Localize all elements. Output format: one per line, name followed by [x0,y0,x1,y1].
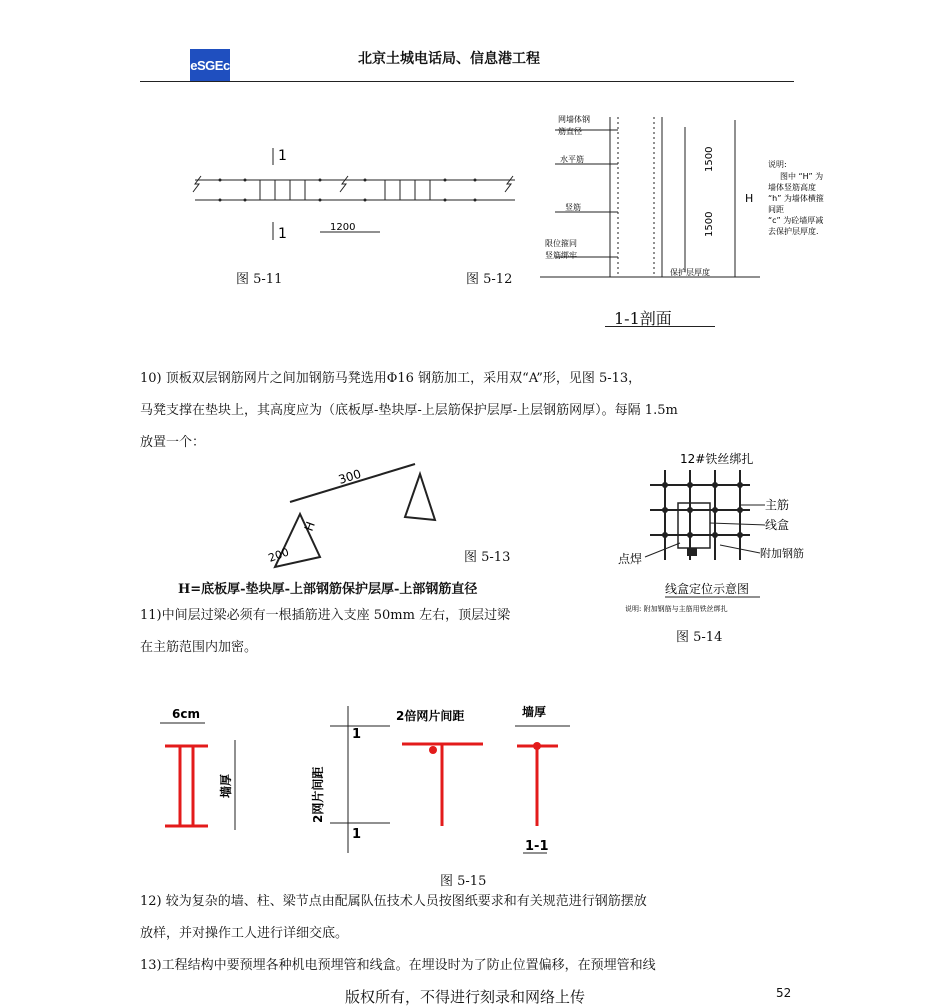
fig512-note_lines-0: 图中 “H” 为 [780,172,824,181]
para10-line2: 马凳支撑在垫块上，其高度应为（底板厚-垫块厚-上层筋保护层厚-上层钢筋网厚）。每隔 1.5m [140,403,678,418]
label-bind-vertical: 竖筋绑牢 [545,251,577,260]
dim-H: H [745,192,754,205]
label-horizontal-rebar: 水平筋 [560,155,584,164]
figure-5-15 [150,698,590,863]
section-1-1-label: 1-1剖面 [614,309,672,328]
figure-5-13 [250,462,450,572]
figure-5-11 [190,140,530,245]
fig512-note_lines-2: “h” 为墙体横箍 [768,194,824,203]
dim-1500-top: 1500 [704,146,715,172]
section-mark-top: 1 [278,148,287,164]
dim-200: 200 [266,545,291,565]
label-spot-weld: 点焊 [618,552,643,566]
caption-5-11: 图 5-11 [236,272,283,287]
para11-line2: 在主筋范围内加密。 [140,640,258,655]
note-title: 说明: [768,160,787,169]
header-rule [140,81,794,82]
header-title: 北京土城电话局、信息港工程 [358,51,540,67]
label-wall-rebar: 网墙体钢 [558,115,590,124]
fig514-title: 线盒定位示意图 [665,582,750,596]
section-1-1-small: 1-1 [525,839,549,854]
label-double-spacing: 2倍网片间距 [396,709,465,723]
label-rebar-diameter: 筋直径 [558,127,582,136]
fig512-note_lines-3: 间距 [768,205,784,214]
section-mark-bottom: 1 [278,226,287,242]
caption-5-12: 图 5-12 [466,272,513,287]
mark-1-bottom: 1 [352,827,362,842]
page-number: 52 [776,986,792,1000]
figure-5-14 [610,445,830,625]
label-cover-thickness: 保护层厚度 [670,268,710,277]
para11-line1: 11)中间层过梁必须有一根插筋进入支座 50mm 左右，顶层过梁 [140,608,511,623]
label-wall-thickness-2: 墙厚 [522,705,547,719]
caption-5-13: 图 5-13 [464,550,511,565]
dim-1500-bottom: 1500 [704,211,715,237]
label-wire: 12#铁丝绑扎 [680,452,754,466]
para10-line1: 10) 顶板双层钢筋网片之间加钢筋马凳选用Φ16 钢筋加工，采用双“A”形，见图 5-13， [140,371,642,386]
dim-6cm: 6cm [172,707,200,721]
mark-1-top: 1 [352,727,362,742]
fig514-note: 说明: 附加钢筋与主筋用铁丝绑扎 [625,605,728,613]
fig512-note_lines-1: 墙体竖筋高度 [768,183,816,192]
company-logo: eSGEc [190,49,230,81]
caption-5-14: 图 5-14 [676,630,723,645]
para13-line1: 13)工程结构中要预埋各种机电预埋管和线盒。在埋设时为了防止位置偏移，在预埋管和线 [140,958,656,973]
label-limit-hoop: 限位箍同 [545,239,577,248]
fig512-note_lines-5: 去保护层厚度. [768,227,819,236]
label-main-rebar: 主筋 [765,498,790,512]
label-wall-thickness: 墙厚 [219,773,233,798]
label-box: 线盒 [765,518,790,532]
para12-line2: 放样，并对操作工人进行详细交底。 [140,926,349,941]
fig512-note_lines-4: “c” 为砼墙厚减 [768,216,824,225]
dim-300: 300 [336,466,363,487]
label-vertical-rebar: 竖筋 [565,203,581,212]
dim-1200: 1200 [330,222,356,233]
para12-line1: 12) 较为复杂的墙、柱、梁节点由配属队伍技术人员按图纸要求和有关规范进行钢筋摆放 [140,894,647,909]
label-extra-rebar: 附加钢筋 [760,547,804,560]
footer-copyright: 版权所有，不得进行刻录和网络上传 [345,988,586,1006]
dim-H-513: H [301,519,318,534]
label-mesh-spacing: 2网片间距 [311,766,325,823]
figure-5-12 [540,112,880,327]
formula-H: H=底板厚-垫块厚-上部钢筋保护层厚-上部钢筋直径 [178,582,478,597]
para10-line3: 放置一个： [140,435,206,450]
caption-5-15: 图 5-15 [440,874,487,889]
